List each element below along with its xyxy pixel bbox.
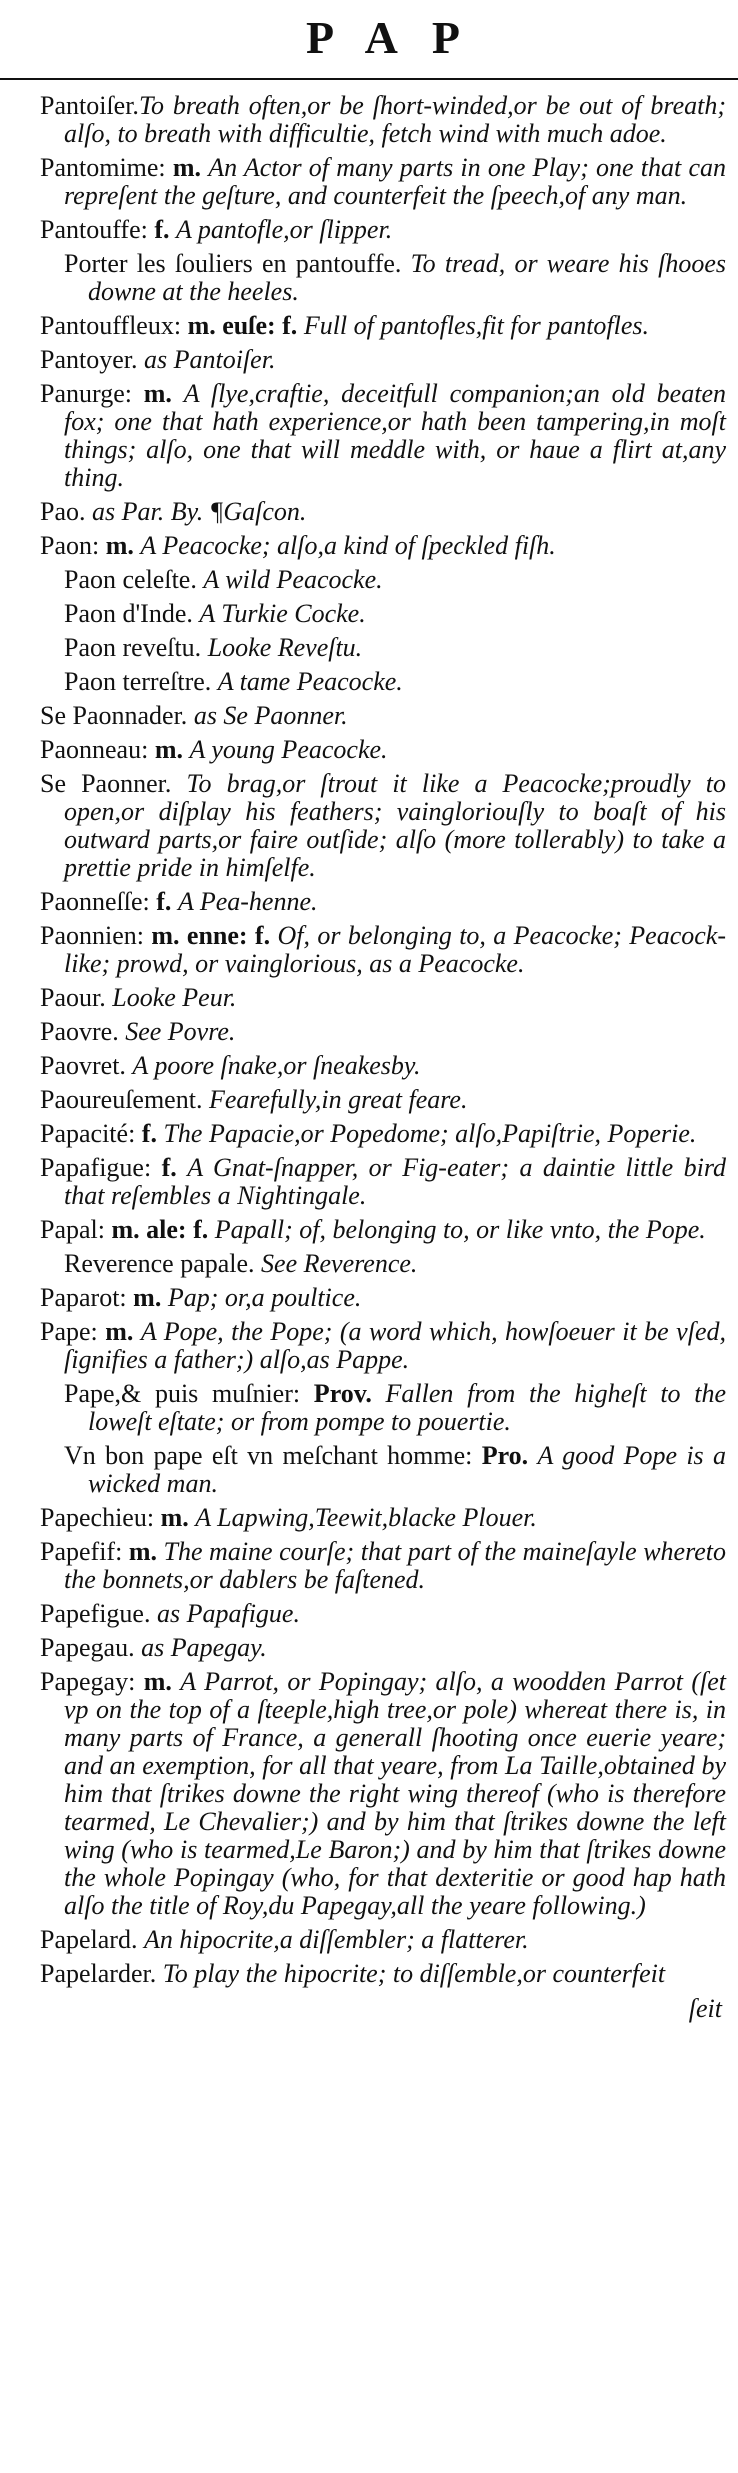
dictionary-entry (40, 1380, 726, 1436)
entry-definition: Looke Reveſtu. (207, 633, 363, 662)
dictionary-entry (40, 1504, 726, 1532)
entry-headword: Pantoyer. (40, 345, 138, 374)
entry-headword: Papefif: (40, 1537, 123, 1566)
entry-definition: An hipocrite,a diſſembler; a flatterer. (143, 1925, 529, 1954)
entry-definition: A Pope, the Pope; (a word which, howſoeuer it be vſed, ſignifies a father;) alſo,as Pappe. (64, 1317, 726, 1374)
entry-headword: Paon d'Inde. (64, 599, 193, 628)
entry-definition: Fallen from the higheſt to the loweſt eſtate; or from pompe to pouertie. (88, 1379, 727, 1436)
entry-headword: Panurge: (40, 379, 132, 408)
entry-definition: A wild Peacocke. (203, 565, 383, 594)
entry-headword: Paon celeſte. (64, 565, 197, 594)
entry-definition: Full of pantofles,fit for pantofles. (303, 311, 650, 340)
entry-definition: A pantofle,or ſlipper. (176, 215, 393, 244)
entry-headword: Pao. (40, 497, 86, 526)
entry-definition: To tread, or weare his ſhooes downe at the heeles. (88, 249, 726, 306)
dictionary-entry (40, 1318, 726, 1374)
entry-grammar: f. (151, 1153, 188, 1182)
dictionary-entry (40, 702, 726, 730)
dictionary-entry (40, 1442, 726, 1498)
entry-definition: A good Pope is a wicked man. (88, 1441, 726, 1498)
entry-definition: as Pantoiſer. (144, 345, 276, 374)
entry-headword: Reverence papale. (64, 1249, 255, 1278)
entry-definition: To breath often,or be ſhort-winded,or be out of breath; alſo, to breath with difficultie, fetch wind with much adoe. (64, 91, 726, 148)
entry-grammar: m. (126, 1283, 168, 1312)
entry-definition: A tame Peacocke. (217, 667, 403, 696)
entry-headword: Paonneſſe: (40, 887, 150, 916)
entry-headword: Paon terreſtre. (64, 667, 212, 696)
dictionary-entry (40, 1600, 726, 1628)
dictionary-entry (40, 1018, 726, 1046)
dictionary-entry (40, 498, 726, 526)
entry-definition: as Par. By. ¶Gaſcon. (92, 497, 307, 526)
dictionary-entry (40, 1250, 726, 1278)
entry-definition: Of, or belonging to, a Peacocke; Peacock-like; prowd, or vainglorious, as a Peacocke. (64, 921, 726, 978)
entry-headword: Papegau. (40, 1633, 135, 1662)
entry-grammar: m. ale: f. (105, 1215, 215, 1244)
entry-definition: See Povre. (125, 1017, 236, 1046)
dictionary-entry (40, 634, 726, 662)
dictionary-entry (40, 668, 726, 696)
entry-headword: Papefigue. (40, 1599, 151, 1628)
dictionary-entry (40, 380, 726, 492)
entry-headword: Papacité: (40, 1119, 136, 1148)
dictionary-entry (40, 1926, 726, 1954)
dictionary-entry (40, 1634, 726, 1662)
entry-definition: A ſlye,craftie, deceitfull companion;an old beaten fox; one that hath experience,or hath been tampering,in moſt things; alſo, one that will meddle with, or haue a flirt at,any thing. (64, 379, 726, 492)
entry-grammar (171, 769, 186, 798)
dictionary-entry (40, 1284, 726, 1312)
entry-headword: Pape,& puis muſnier: (64, 1379, 301, 1408)
entry-headword: Papegay: (40, 1667, 136, 1696)
dictionary-entry (40, 154, 726, 210)
entry-definition: The maine courſe; that part of the maineſayle whereto the bonnets,or dablers be faſtened. (64, 1537, 726, 1594)
dictionary-entry (40, 346, 726, 374)
dictionary-entry (40, 216, 726, 244)
dictionary-entry (40, 1538, 726, 1594)
entry-headword: Pantomime: (40, 153, 166, 182)
dictionary-entry (40, 770, 726, 882)
entry-definition: Looke Peur. (112, 983, 237, 1012)
dictionary-entry (40, 312, 726, 340)
dictionary-entry (40, 566, 726, 594)
entry-definition: A Turkie Cocke. (199, 599, 366, 628)
entry-headword: Paonneau: (40, 735, 149, 764)
entry-headword: Vn bon pape eſt vn meſchant homme: (64, 1441, 473, 1470)
entry-headword: Pantouffe: (40, 215, 148, 244)
entry-grammar: m. (131, 379, 184, 408)
entry-headword: Paoureuſement. (40, 1085, 203, 1114)
entry-definition: A young Peacocke. (189, 735, 388, 764)
dictionary-entry (40, 1120, 726, 1148)
entry-grammar: m. euſe: f. (181, 311, 304, 340)
entry-headword: Paovre. (40, 1017, 119, 1046)
entry-headword: Papafigue: (40, 1153, 152, 1182)
entry-grammar: m. (135, 1667, 181, 1696)
entry-grammar: m. (165, 153, 209, 182)
entry-definition: Fearefully,in great feare. (208, 1085, 468, 1114)
entry-grammar: m. (122, 1537, 164, 1566)
dictionary-entry (40, 1154, 726, 1210)
entry-grammar: m. enne: f. (144, 921, 278, 950)
entry-grammar: f. (149, 887, 178, 916)
entry-definition: A Lapwing,Teewit,blacke Plouer. (195, 1503, 537, 1532)
dictionary-entry (40, 1960, 726, 1988)
entry-headword: Paon: (40, 531, 100, 560)
entry-list (40, 92, 726, 1988)
entry-grammar: m. (97, 1317, 141, 1346)
entry-headword: Porter les ſouliers en pantouffe. (64, 249, 402, 278)
page-header: PAP (305, 12, 494, 63)
entry-grammar: f. (147, 215, 177, 244)
header-rule (0, 78, 738, 80)
entry-definition: A Gnat-ſnapper, or Fig-eater; a daintie little bird that reſembles a Nightingale. (64, 1153, 726, 1210)
dictionary-entry (40, 250, 726, 306)
entry-headword: Paour. (40, 983, 106, 1012)
entry-definition: A Peacocke; alſo,a kind of ſpeckled fiſh. (140, 531, 556, 560)
entry-definition: To play the hipocrite; to diſſemble,or counterfeit (162, 1959, 666, 1988)
entry-grammar: m. (154, 1503, 196, 1532)
dictionary-entry (40, 1216, 726, 1244)
dictionary-entry (40, 1668, 726, 1920)
dictionary-entry (40, 888, 726, 916)
dictionary-entry (40, 600, 726, 628)
dictionary-entry (40, 1086, 726, 1114)
entry-headword: Papelard. (40, 1925, 138, 1954)
catchword: ſeit (688, 1994, 722, 2023)
dictionary-entry (40, 984, 726, 1012)
dictionary-entry (40, 922, 726, 978)
entry-headword: Papechieu: (40, 1503, 155, 1532)
dictionary-entry (40, 1052, 726, 1080)
dictionary-entry (40, 92, 726, 148)
entry-definition: Papall; of, belonging to, or like vnto, the Pope. (214, 1215, 706, 1244)
entry-headword: Paparot: (40, 1283, 127, 1312)
entry-definition: Pap; or,a poultice. (167, 1283, 362, 1312)
entry-headword: Papelarder. (40, 1959, 157, 1988)
entry-grammar: Prov. (300, 1379, 386, 1408)
entry-definition: A Parrot, or Popingay; alſo, a woodden Parrot (ſet vp on the top of a ſteeple,high tree,or pole) whereat there is, in many parts of France, a generall ſhooting once euerie yeare; and an exemption, for all that yeare, from La Taille,obtained by him that ſtrikes downe the right wing thereof (who is therefore tearmed, Le Chevalier;) and by him that ſtrikes downe the left wing (who is tearmed,Le Baron;) and by him that ſtrikes downe the whole Popingay (who, for that dexteritie or good hap hath alſo the title of Roy,du Papegay,all the yeare following.) (64, 1667, 726, 1920)
entry-definition: See Reverence. (261, 1249, 418, 1278)
entry-definition: as Se Paonner. (193, 701, 348, 730)
entry-definition: as Papafigue. (156, 1599, 300, 1628)
entry-definition: A Pea-henne. (177, 887, 318, 916)
entry-grammar: f. (135, 1119, 164, 1148)
dictionary-entry (40, 736, 726, 764)
entry-definition: as Papegay. (141, 1633, 267, 1662)
entry-definition: To brag,or ſtrout it like a Peacocke;proudly to open,or diſplay his feathers; vaingloriouſly to boaſt of his outward parts,or faire outſide; alſo (more tollerably) to take a prettie pride in himſelfe. (64, 769, 727, 882)
entry-headword: Paovret. (40, 1051, 126, 1080)
entry-grammar: Pro. (472, 1441, 538, 1470)
entry-headword: Se Paonner. (40, 769, 172, 798)
entry-headword: Pantouffleux: (40, 311, 182, 340)
entry-headword: Papal: (40, 1215, 105, 1244)
entry-definition: The Papacie,or Popedome; alſo,Papiſtrie, Poperie. (163, 1119, 697, 1148)
entry-definition: An Actor of many parts in one Play; one that can repreſent the geſture, and counterfeit the ſpeech,of any man. (64, 153, 726, 210)
entry-grammar: m. (148, 735, 190, 764)
entry-headword: Paon reveſtu. (64, 633, 202, 662)
entry-grammar: m. (99, 531, 141, 560)
entry-headword: Pantoiſer. (40, 91, 139, 120)
entry-grammar (401, 249, 410, 278)
entry-definition: A poore ſnake,or ſneakesby. (132, 1051, 421, 1080)
entry-headword: Paonnien: (40, 921, 144, 950)
entry-headword: Se Paonnader. (40, 701, 188, 730)
dictionary-entry (40, 532, 726, 560)
entry-headword: Pape: (40, 1317, 98, 1346)
